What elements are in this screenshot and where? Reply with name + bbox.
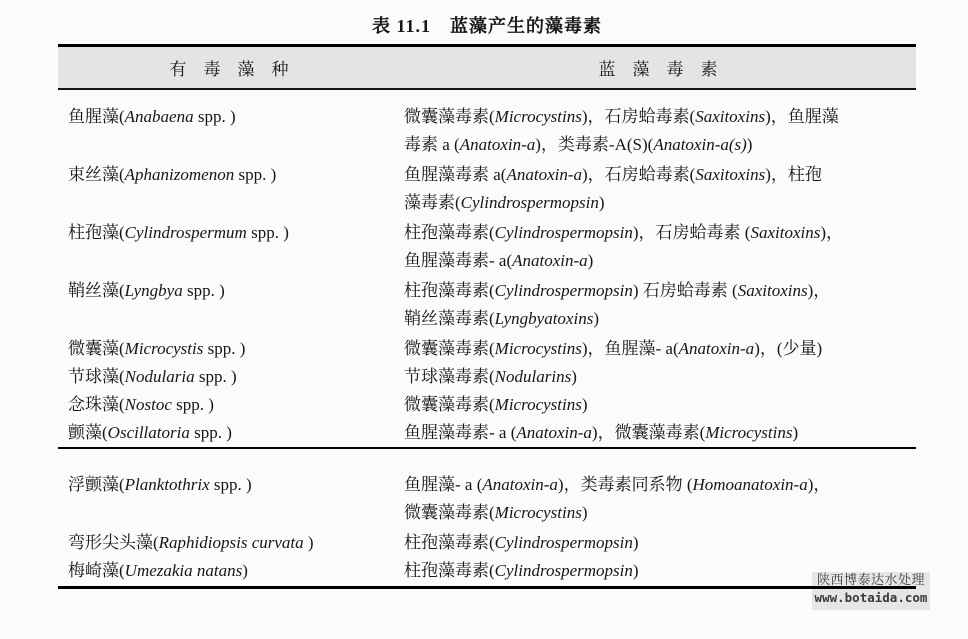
text-segment: 弯形尖头藻( bbox=[68, 533, 159, 552]
column-header-species: 有 毒 藻 种 bbox=[169, 60, 289, 79]
toxin-line bbox=[404, 471, 916, 499]
text-segment: 微囊藻毒素( bbox=[404, 503, 495, 522]
toxin-line bbox=[404, 305, 916, 333]
latin-name: Microcystins bbox=[494, 395, 582, 414]
text-segment: spp. ) bbox=[246, 223, 289, 242]
watermark-url: www.botaida.com bbox=[814, 590, 928, 605]
text-segment: spp. ) bbox=[209, 475, 252, 494]
latin-name: Cylindrospermopsin bbox=[494, 561, 633, 580]
latin-name: Cylindrospermopsin bbox=[494, 281, 633, 300]
latin-name: Cylindrospermum bbox=[124, 223, 247, 242]
latin-name: Saxitoxins bbox=[750, 223, 821, 242]
table-row bbox=[58, 277, 916, 333]
table-row bbox=[58, 419, 916, 447]
text-segment: 念珠藻( bbox=[68, 395, 125, 414]
text-segment: 鱼腥藻毒素- a ( bbox=[404, 423, 517, 442]
latin-name: Raphidiopsis curvata bbox=[158, 533, 304, 552]
species-cell bbox=[58, 277, 400, 305]
text-segment: ) bbox=[587, 251, 594, 270]
toxin-line bbox=[404, 277, 916, 305]
latin-name: Nostoc bbox=[124, 395, 172, 414]
text-segment: 颤藻( bbox=[68, 423, 108, 442]
text-segment: 节球藻( bbox=[68, 367, 125, 386]
table-row bbox=[58, 391, 916, 419]
latin-name: Anatoxin-a bbox=[512, 251, 588, 270]
toxin-line bbox=[404, 391, 916, 419]
text-segment: 柱孢藻( bbox=[68, 223, 125, 242]
species-cell bbox=[58, 363, 400, 391]
text-segment: )， bbox=[807, 475, 831, 494]
text-segment: 鱼腥藻毒素- a( bbox=[404, 251, 513, 270]
text-segment: ) bbox=[746, 135, 753, 154]
text-segment: )，石房蛤毒素( bbox=[581, 107, 696, 126]
species-cell bbox=[58, 103, 400, 131]
latin-name: Planktothrix bbox=[124, 475, 210, 494]
text-segment: ) bbox=[581, 395, 588, 414]
table-row bbox=[58, 363, 916, 391]
cyanotoxin-table bbox=[58, 44, 916, 589]
text-segment: 毒素 a ( bbox=[404, 135, 460, 154]
toxins-cell bbox=[400, 557, 916, 585]
latin-name: Anatoxin-a bbox=[516, 423, 592, 442]
latin-name: Microcystins bbox=[705, 423, 793, 442]
species-cell bbox=[58, 529, 400, 557]
text-segment: 节球藻毒素( bbox=[404, 367, 495, 386]
text-segment: spp. ) bbox=[203, 339, 246, 358]
toxins-cell bbox=[400, 419, 916, 447]
latin-name: Umezakia natans bbox=[124, 561, 243, 580]
table-title: 表 11.1 蓝藻产生的藻毒素 bbox=[371, 16, 602, 36]
latin-name: Saxitoxins bbox=[737, 281, 808, 300]
toxin-line bbox=[404, 529, 916, 557]
text-segment: 柱孢藻毒素( bbox=[404, 561, 495, 580]
text-segment: )，石房蛤毒素 ( bbox=[632, 223, 751, 242]
latin-name: Lyngbya bbox=[124, 281, 183, 300]
table-row bbox=[58, 529, 916, 557]
text-segment: spp. ) bbox=[171, 395, 214, 414]
toxins-cell bbox=[400, 391, 916, 419]
text-segment: 束丝藻( bbox=[68, 165, 125, 184]
species-cell bbox=[58, 335, 400, 363]
species-cell bbox=[58, 161, 400, 189]
species-cell bbox=[58, 419, 400, 447]
latin-name: Oscillatoria bbox=[107, 423, 190, 442]
latin-name: Anatoxin-a bbox=[506, 165, 583, 184]
toxin-line bbox=[404, 189, 916, 217]
table-body bbox=[58, 90, 916, 586]
table-row bbox=[58, 557, 916, 585]
latin-name: Aphanizomenon bbox=[124, 165, 235, 184]
table-row bbox=[58, 103, 916, 159]
text-segment: ) bbox=[593, 309, 599, 328]
latin-name: Nodularins bbox=[494, 367, 572, 386]
text-segment: ) 石房蛤毒素 ( bbox=[632, 281, 738, 300]
text-segment: 藻毒素( bbox=[404, 193, 461, 212]
text-segment: )， bbox=[820, 223, 844, 242]
latin-name: Microcystins bbox=[494, 107, 582, 126]
latin-name: Saxitoxins bbox=[695, 165, 766, 184]
text-segment: 鞘丝藻( bbox=[68, 281, 125, 300]
text-segment: 微囊藻( bbox=[68, 339, 125, 358]
text-segment: 鱼腥藻毒素 a( bbox=[404, 165, 507, 184]
toxin-line bbox=[404, 363, 916, 391]
text-segment: ) bbox=[571, 367, 577, 386]
text-segment: 鱼腥藻- a ( bbox=[404, 475, 483, 494]
text-segment: spp. ) bbox=[189, 423, 232, 442]
latin-name: Lyngbyatoxins bbox=[494, 309, 594, 328]
toxin-line bbox=[404, 335, 916, 363]
table-row bbox=[58, 161, 916, 217]
text-segment: 微囊藻毒素( bbox=[404, 395, 495, 414]
table-row bbox=[58, 471, 916, 527]
text-segment: ) bbox=[792, 423, 799, 442]
toxin-line bbox=[404, 557, 916, 585]
latin-name: Nodularia bbox=[124, 367, 195, 386]
text-segment: )，鱼腥藻- a( bbox=[581, 339, 679, 358]
toxins-cell bbox=[400, 277, 916, 333]
species-cell bbox=[58, 391, 400, 419]
table-row bbox=[58, 335, 916, 363]
toxin-line bbox=[404, 131, 916, 159]
table-header-row bbox=[58, 47, 916, 90]
text-segment: )，柱孢 bbox=[765, 165, 822, 184]
text-segment: )， bbox=[807, 281, 831, 300]
latin-name: Microcystins bbox=[494, 339, 582, 358]
latin-name: Anatoxin-a bbox=[459, 135, 536, 154]
latin-name: Saxitoxins bbox=[695, 107, 766, 126]
text-segment: )，微囊藻毒素( bbox=[591, 423, 706, 442]
table-section bbox=[58, 447, 916, 586]
table-section bbox=[58, 90, 916, 447]
latin-name: Cylindrospermopsin bbox=[494, 533, 633, 552]
text-segment: ) bbox=[242, 561, 248, 580]
latin-name: Anatoxin-a bbox=[482, 475, 558, 494]
species-cell bbox=[58, 219, 400, 247]
toxins-cell bbox=[400, 335, 916, 363]
toxin-line bbox=[404, 103, 916, 131]
toxin-line bbox=[404, 419, 916, 447]
latin-name: Cylindrospermopsin bbox=[494, 223, 633, 242]
species-cell bbox=[58, 557, 400, 585]
toxin-line bbox=[404, 219, 916, 247]
species-cell bbox=[58, 471, 400, 499]
text-segment: ) bbox=[632, 533, 639, 552]
text-segment: 微囊藻毒素( bbox=[404, 339, 495, 358]
latin-name: Microcystis bbox=[124, 339, 204, 358]
text-segment: 柱孢藻毒素( bbox=[404, 223, 495, 242]
text-segment: )，(少量) bbox=[754, 339, 823, 358]
text-segment: 微囊藻毒素( bbox=[404, 107, 495, 126]
text-segment: ) bbox=[581, 503, 588, 522]
toxin-line bbox=[404, 499, 916, 527]
text-segment: )，类毒素-A(S)( bbox=[535, 135, 654, 154]
toxins-cell bbox=[400, 363, 916, 391]
toxins-cell bbox=[400, 471, 916, 527]
text-segment: spp. ) bbox=[182, 281, 225, 300]
latin-name: Anatoxin-a(s) bbox=[653, 135, 747, 154]
toxins-cell bbox=[400, 103, 916, 159]
text-segment: 梅崎藻( bbox=[68, 561, 125, 580]
latin-name: Anabaena bbox=[124, 107, 194, 126]
toxin-line bbox=[404, 247, 916, 275]
text-segment: ) bbox=[303, 533, 314, 552]
text-segment: spp. ) bbox=[194, 367, 237, 386]
text-segment: 鞘丝藻毒素( bbox=[404, 309, 495, 328]
text-segment: spp. ) bbox=[193, 107, 236, 126]
toxins-cell bbox=[400, 529, 916, 557]
latin-name: Microcystins bbox=[494, 503, 582, 522]
latin-name: Homoanatoxin-a bbox=[692, 475, 808, 494]
text-segment: )，鱼腥藻 bbox=[765, 107, 839, 126]
text-segment: 柱孢藻毒素( bbox=[404, 533, 495, 552]
table-row bbox=[58, 219, 916, 275]
text-segment: ) bbox=[598, 193, 605, 212]
text-segment: 鱼腥藻( bbox=[68, 107, 125, 126]
latin-name: Cylindrospermopsin bbox=[460, 193, 599, 212]
watermark-company: 陕西博泰达水处理 bbox=[816, 573, 925, 588]
text-segment: spp. ) bbox=[234, 165, 277, 184]
text-segment: )，石房蛤毒素( bbox=[582, 165, 696, 184]
text-segment: ) bbox=[632, 561, 639, 580]
text-segment: )，类毒素同系物 ( bbox=[557, 475, 693, 494]
latin-name: Anatoxin-a bbox=[678, 339, 755, 358]
text-segment: 浮颤藻( bbox=[68, 475, 125, 494]
toxins-cell bbox=[400, 219, 916, 275]
toxins-cell bbox=[400, 161, 916, 217]
column-header-toxins: 蓝 藻 毒 素 bbox=[598, 60, 718, 79]
text-segment: 柱孢藻毒素( bbox=[404, 281, 495, 300]
toxin-line bbox=[404, 161, 916, 189]
